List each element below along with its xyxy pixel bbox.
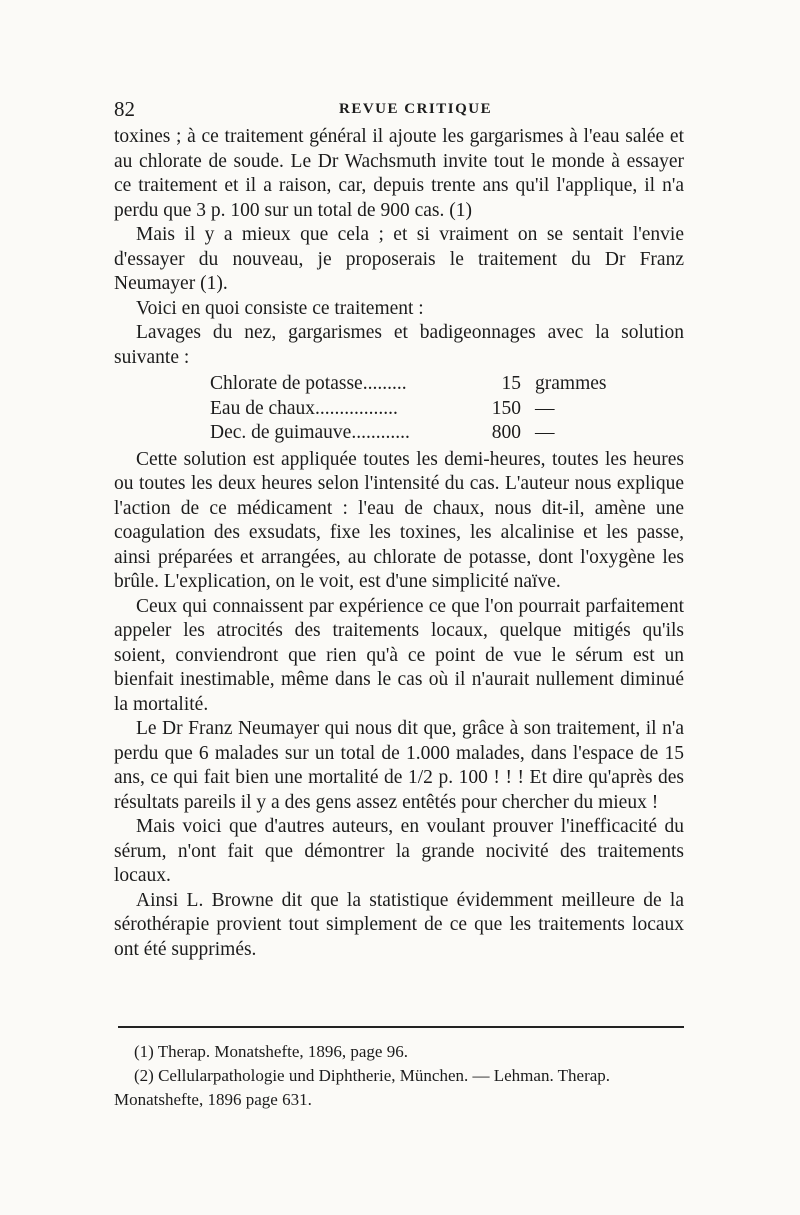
formula-row: [210, 421, 684, 446]
footnote: (1) Therap. Monatshefte, 1896, page 96.: [134, 1042, 408, 1061]
footnotes: [114, 1040, 690, 1112]
ingredient-unit: —: [535, 422, 555, 443]
paragraph: Lavages du nez, gargarismes et badigeonnages avec la solution suivante :: [114, 322, 684, 368]
ingredient-name: Eau de chaux.................: [210, 397, 398, 419]
ingredient-unit: —: [535, 397, 555, 419]
body-text: [114, 125, 684, 962]
page-header: [114, 97, 682, 123]
paragraph: Mais voici que d'autres auteurs, en voulant prouver l'inefficacité du sérum, n'ont fait que démontrer la grande nocivité des traitements locaux.: [114, 816, 684, 886]
formula-table: [210, 372, 684, 446]
paragraph: Mais il y a mieux que cela ; et si vraiment on se sentait l'envie d'essayer du nouveau, je proposerais le traitement du Dr Franz Neumayer (1).: [114, 224, 684, 294]
paragraph: Le Dr Franz Neumayer qui nous dit que, grâce à son traitement, il n'a perdu que 6 malades sur un total de 1.000 malades, dans l'espace de 15 ans, ce qui fait bien une mortalité de 1/2 p. 100 ! ! ! Et dire qu'après des résultats pareils il y a des gens assez entêtés pour chercher du mieux !: [114, 718, 684, 813]
ingredient-unit: grammes: [535, 373, 607, 394]
ingredient-name: Dec. de guimauve............: [210, 422, 410, 443]
ingredient-quantity: 150: [491, 397, 521, 419]
paragraph: Voici en quoi consiste ce traitement :: [136, 297, 424, 319]
paragraph: Ainsi L. Browne dit que la statistique évidemment meilleure de la sérothérapie provient tout simplement de ce que les traitements locaux ont été supprimés.: [114, 889, 684, 960]
paragraph: Ceux qui connaissent par expérience ce que l'on pourrait parfaitement appeler les atrocités des traitements locaux, quelque mitigés qu'ils soient, conviendront que rien qu'à ce point de vue le sérum est un bienfait inestimable, même dans le cas où il n'aurait nullement diminué la mortalité.: [114, 595, 684, 715]
formula-row: [210, 397, 684, 422]
ingredient-name: Chlorate de potasse.........: [210, 373, 407, 394]
ingredient-quantity: 800: [491, 422, 521, 443]
formula-row: [210, 372, 684, 397]
footnote-rule: [118, 1026, 684, 1028]
page-number: 82: [114, 97, 135, 121]
ingredient-quantity: 15: [501, 373, 521, 394]
footnote: (2) Cellularpathologie und Diphtherie, München. — Lehman. Therap. Monatshefte, 1896 page 631.: [114, 1066, 611, 1109]
running-head: REVUE CRITIQUE: [339, 101, 493, 117]
paragraph: Cette solution est appliquée toutes les demi-heures, toutes les heures ou toutes les deux heures selon l'intensité du cas. L'auteur nous explique l'action de ce médicament : l'eau de chaux, nous dit-il, amène une coagulation des exsudats, fixe les toxines, les alcalinise et les passe, ainsi préparées et arrangées, au chlorate de potasse, dont l'oxygène les brûle. L'explication, on le voit, est d'une simplicité naïve.: [114, 448, 684, 592]
paragraph: toxines ; à ce traitement général il ajoute les gargarismes à l'eau salée et au chlorate de soude. Le Dr Wachsmuth invite tout le monde à essayer ce traitement et il a raison, car, depuis trente ans qu'il l'applique, il n'a perdu que 3 p. 100 sur un total de 900 cas. (1): [114, 126, 684, 221]
